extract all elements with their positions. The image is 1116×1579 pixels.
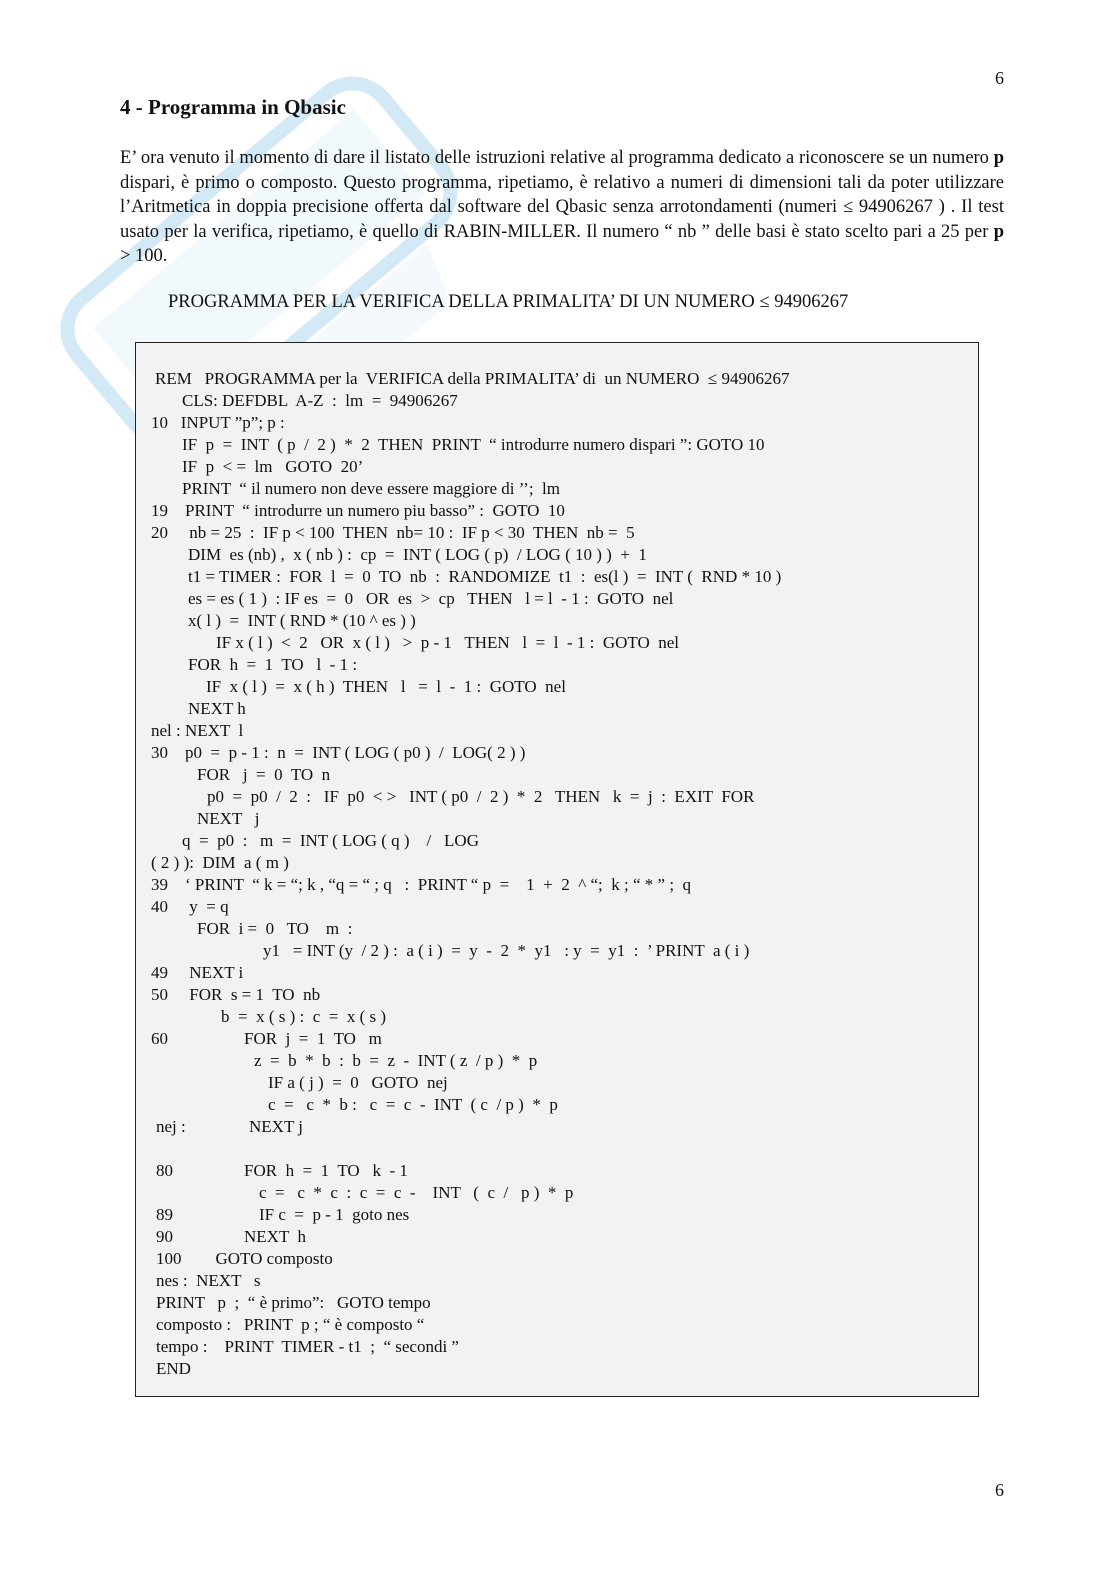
- intro-text-1: E’ ora venuto il momento di dare il listato delle istruzioni relative al programma dedicato a riconoscere se un numero: [120, 148, 994, 168]
- program-caption: PROGRAMMA PER LA VERIFICA DELLA PRIMALITA’ DI UN NUMERO ≤ 94906267: [168, 292, 849, 312]
- page-number-bottom: 6: [995, 1480, 1004, 1500]
- code-line: 39 ‘ PRINT “ k = “; k , “q = “ ; q : PRINT “ p = 1 + 2 ^ “; k ; “ * ” ; q: [151, 875, 692, 894]
- code-line: IF x ( l ) < 2 OR x ( l ) > p - 1 THEN l = l - 1 : GOTO nel: [216, 633, 680, 652]
- code-line: tempo : PRINT TIMER - t1 ; “ secondi ”: [156, 1337, 459, 1356]
- code-line: NEXT h: [244, 1227, 307, 1246]
- code-line: 90: [156, 1227, 173, 1246]
- code-line: IF p = INT ( p / 2 ) * 2 THEN PRINT “ introdurre numero dispari ”: GOTO 10: [182, 435, 765, 454]
- code-line: nes : NEXT s: [156, 1271, 261, 1290]
- code-line: 89: [156, 1205, 173, 1224]
- code-line: 40 y = q: [151, 897, 229, 916]
- code-line: CLS: DEFDBL A-Z : lm = 94906267: [182, 391, 458, 410]
- code-line: b = x ( s ) : c = x ( s ): [221, 1007, 387, 1026]
- code-line: nej :: [156, 1117, 186, 1136]
- code-line: 49 NEXT i: [151, 963, 244, 982]
- code-line: 10 INPUT ”p”; p :: [151, 413, 285, 432]
- code-line: p0 = p0 / 2 : IF p0 < > INT ( p0 / 2 ) * 2 THEN k = j : EXIT FOR: [207, 787, 755, 806]
- code-line: NEXT j: [197, 809, 260, 828]
- code-line: t1 = TIMER : FOR l = 0 TO nb : RANDOMIZE t1 : es(l ) = INT ( RND * 10 ): [188, 567, 782, 586]
- intro-var-p: p: [993, 148, 1004, 168]
- code-line: IF a ( j ) = 0 GOTO nej: [268, 1073, 448, 1092]
- code-line: 100 GOTO composto: [156, 1249, 333, 1268]
- code-line: NEXT j: [249, 1117, 303, 1136]
- code-line: FOR j = 1 TO m: [244, 1029, 382, 1048]
- code-line: 30 p0 = p - 1 : n = INT ( LOG ( p0 ) / LOG( 2 ) ): [151, 743, 526, 762]
- code-line: NEXT h: [188, 699, 246, 718]
- section-heading: 4 - Programma in Qbasic: [120, 95, 346, 119]
- code-line: FOR j = 0 TO n: [197, 765, 331, 784]
- intro-text-2: dispari, è primo o composto. Questo programma, ripetiamo, è relativo a numeri di dimensioni tali da poter utilizzare l’Aritmetica in doppia precisione offerta dal software del Qbasic senza arrotondamenti (numeri ≤ 94906267 ) . Il test usato per la verifica, ripetiamo, è quello di RABIN-MILLER. Il numero “ nb ” delle basi è stato scelto pari a 25 per: [120, 172, 1004, 242]
- code-line: c = c * b : c = c - INT ( c / p ) * p: [268, 1095, 558, 1114]
- code-listing: [135, 342, 979, 1397]
- code-line: x( l ) = INT ( RND * (10 ^ es ) ): [188, 611, 416, 630]
- code-line: PRINT p ; “ è primo”: GOTO tempo: [156, 1293, 431, 1312]
- code-line: nel : NEXT l: [151, 721, 244, 740]
- code-line: FOR h = 1 TO l - 1 :: [188, 655, 358, 674]
- code-line: q = p0 : m = INT ( LOG ( q ) / LOG: [182, 831, 479, 850]
- code-line: 19 PRINT “ introdurre un numero piu basso” : GOTO 10: [151, 501, 565, 520]
- code-line: 80: [156, 1161, 173, 1180]
- code-line: 50 FOR s = 1 TO nb: [151, 985, 321, 1004]
- code-line: FOR h = 1 TO k - 1: [244, 1161, 408, 1180]
- code-line: y1 = INT (y / 2 ) : a ( i ) = y - 2 * y1 : y = y1 : ’ PRINT a ( i ): [263, 941, 750, 960]
- intro-paragraph: [120, 146, 1004, 269]
- code-line: FOR i = 0 TO m :: [197, 919, 353, 938]
- code-line: PRINT “ il numero non deve essere maggiore di ’’; lm: [182, 479, 561, 498]
- code-line: REM PROGRAMMA per la VERIFICA della PRIMALITA’ di un NUMERO ≤ 94906267: [155, 369, 790, 388]
- code-line: c = c * c : c = c - INT ( c / p ) * p: [259, 1183, 574, 1202]
- code-line: 20 nb = 25 : IF p < 100 THEN nb= 10 : IF p < 30 THEN nb = 5: [151, 523, 635, 542]
- page-number-top: 6: [995, 68, 1004, 88]
- code-line: z = b * b : b = z - INT ( z / p ) * p: [254, 1051, 538, 1070]
- code-line: IF c = p - 1 goto nes: [259, 1205, 410, 1224]
- code-line: composto : PRINT p ; “ è composto “: [156, 1315, 425, 1334]
- intro-text-3: > 100.: [120, 246, 168, 266]
- code-line: 60: [151, 1029, 168, 1048]
- code-line: END: [156, 1359, 191, 1378]
- intro-var-p2: p: [993, 221, 1004, 242]
- code-line: ( 2 ) ): DIM a ( m ): [151, 853, 289, 872]
- code-line: DIM es (nb) , x ( nb ) : cp = INT ( LOG ( p) / LOG ( 10 ) ) + 1: [188, 545, 647, 564]
- code-line: IF x ( l ) = x ( h ) THEN l = l - 1 : GOTO nel: [206, 677, 566, 696]
- code-line: IF p < = lm GOTO 20’: [182, 457, 364, 476]
- code-line: es = es ( 1 ) : IF es = 0 OR es > cp THEN l = l - 1 : GOTO nel: [188, 589, 674, 608]
